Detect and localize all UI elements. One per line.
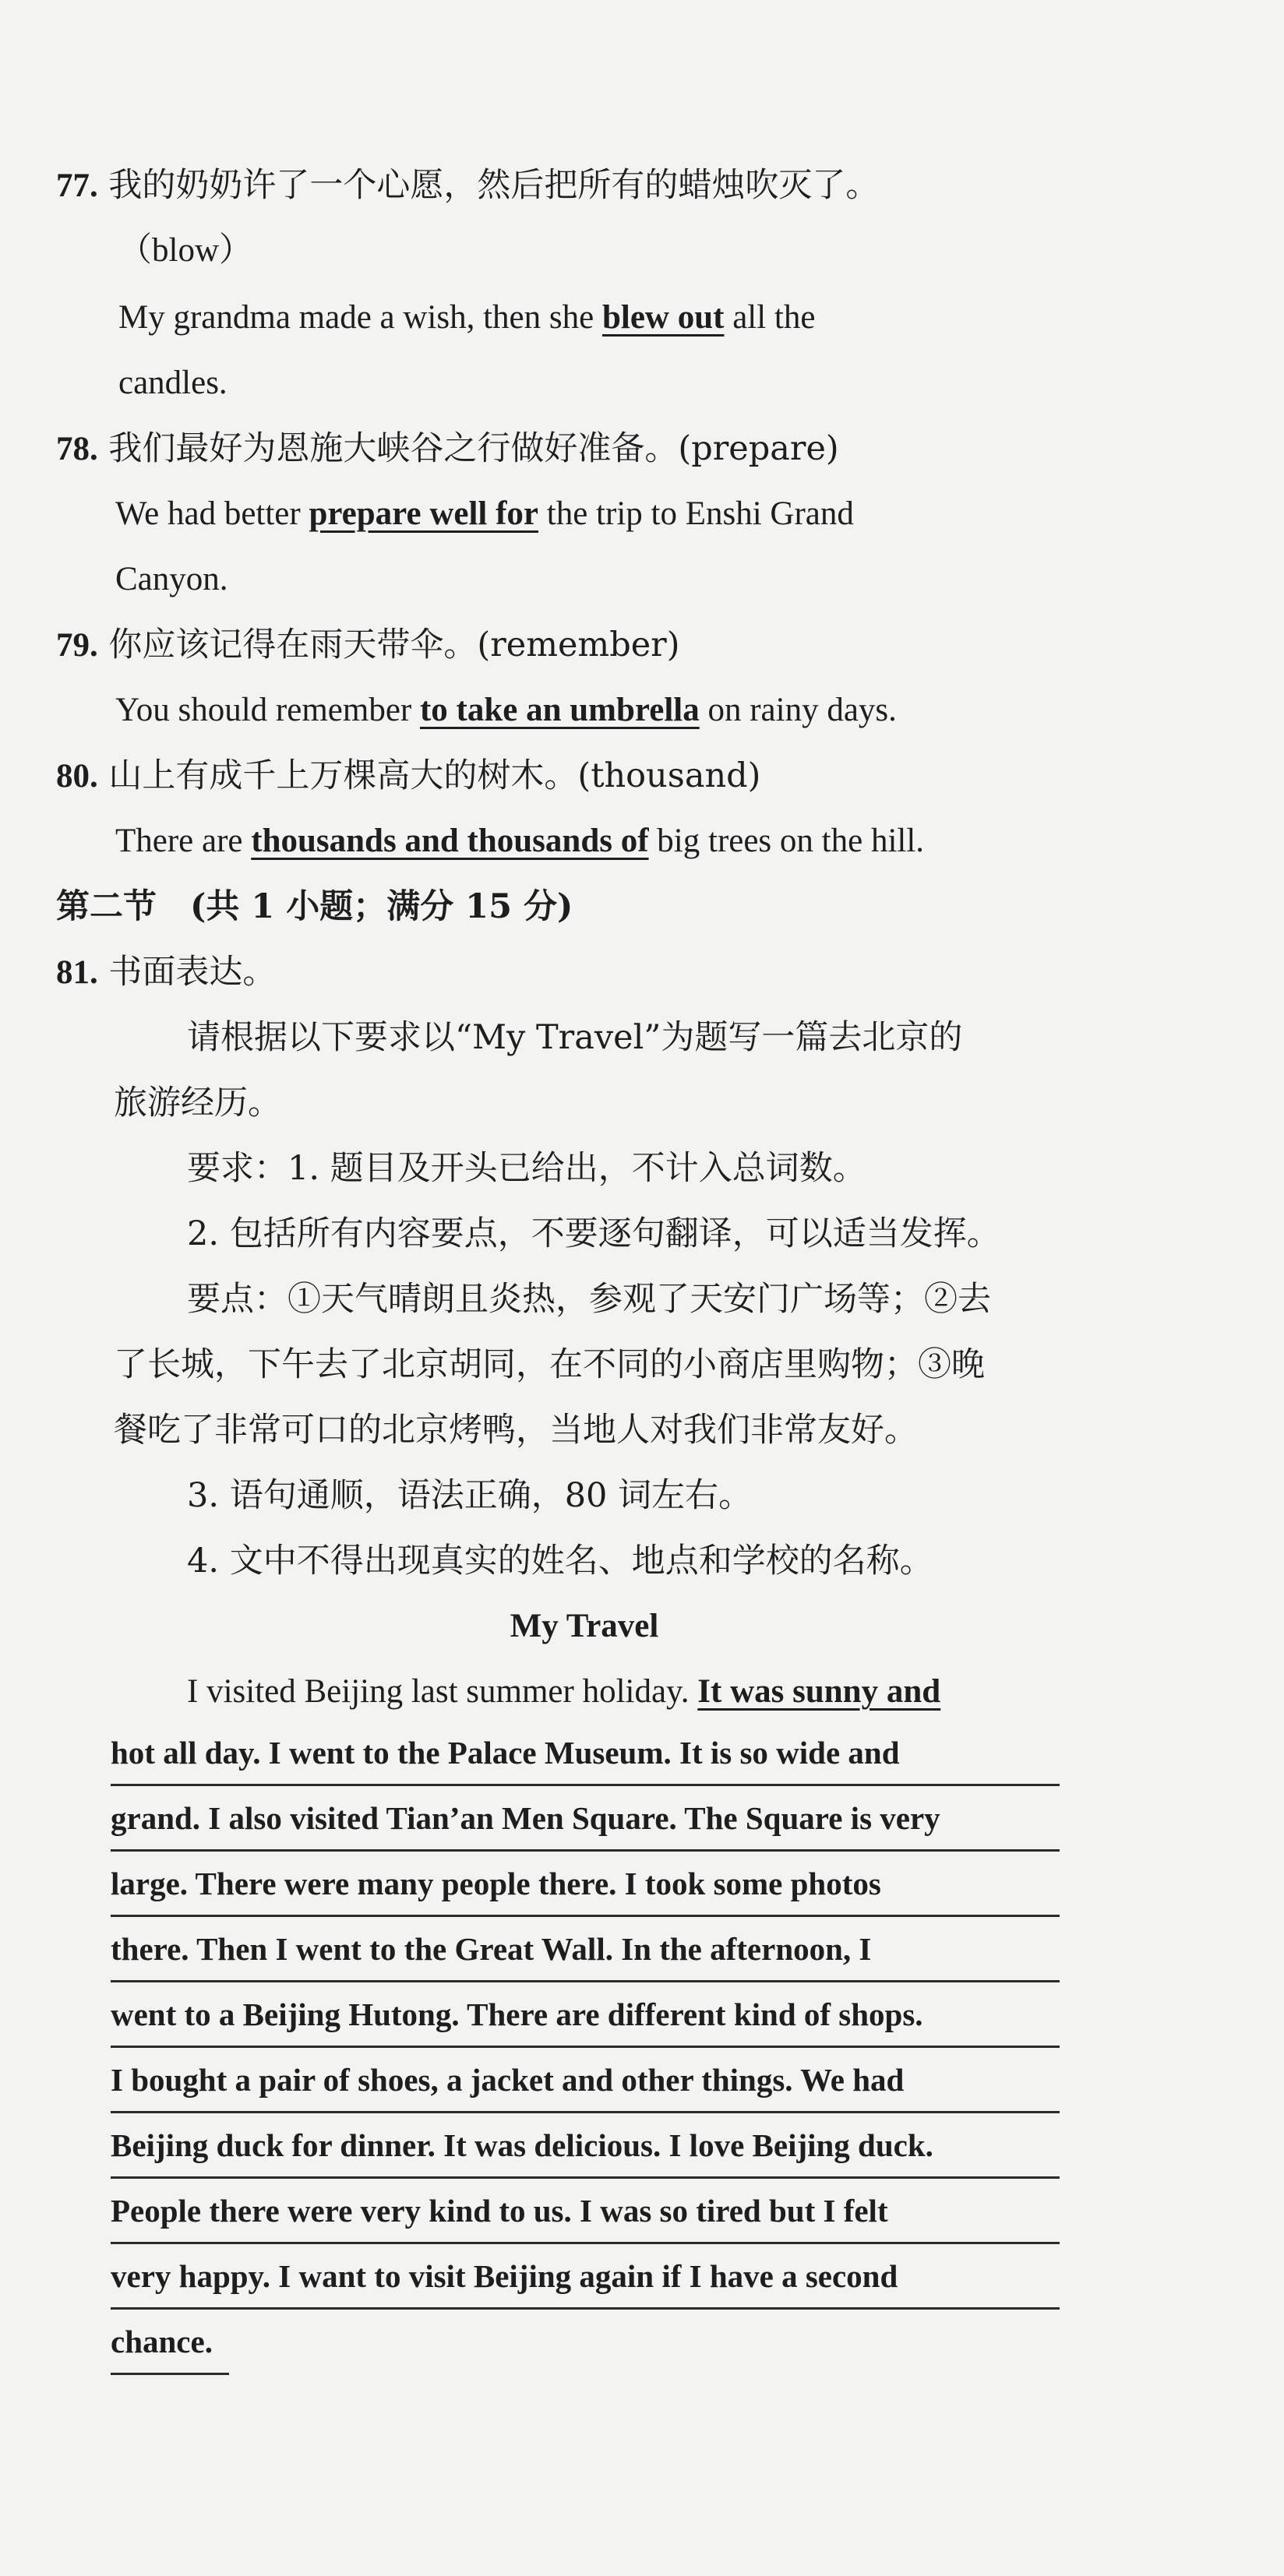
q80-answer-line (115, 818, 924, 865)
q77-answer-cont: candles. (118, 365, 228, 401)
q78-answer-cont: Canyon. (115, 561, 228, 597)
q77-answer-pre: My grandma made a wish, then she (118, 299, 602, 336)
q78-number: 78. (56, 431, 98, 467)
q79-answer-pre: You should remember (115, 692, 420, 728)
q78-chinese: 我们最好为恩施大峡谷之行做好准备。(prepare) (108, 429, 839, 468)
essay-line: there. Then I went to the Great Wall. In the afternoon, I (111, 1916, 1060, 1982)
q81-heading: 书面表达。 (108, 953, 277, 992)
essay-opening: I visited Beijing last summer holiday. (187, 1673, 698, 1710)
q79-number: 79. (56, 627, 98, 664)
q77-number: 77. (56, 167, 98, 204)
essay-line: People there were very kind to us. I was so tired but I felt (111, 2178, 1060, 2244)
q80-answer-pre: There are (115, 823, 252, 859)
q77-answer: blew out (601, 299, 725, 336)
q79-prompt (56, 622, 680, 669)
q81-points-1: 要点：①天气晴朗且炎热，参观了天安门广场等；②去 (187, 1280, 991, 1319)
essay-line: hot all day. I went to the Palace Museum. It is so wide and (111, 1720, 1060, 1786)
q78-answer: prepare well for (309, 495, 539, 532)
q79-chinese: 你应该记得在雨天带伞。(remember) (108, 625, 680, 664)
q78-answer-line (115, 491, 854, 537)
q81-number: 81. (56, 954, 98, 991)
q77-answer-line (118, 294, 815, 341)
q78-answer-pre: We had better (115, 495, 309, 532)
q81-points-2: 了长城，下午去了北京胡同，在不同的小商店里购物；③晚 (114, 1345, 985, 1384)
q81-requirement-1: 要求：1. 题目及开头已给出，不计入总词数。 (187, 1149, 866, 1188)
essay-line: very happy. I want to visit Beijing again if I have a second (111, 2243, 1060, 2310)
q78-answer-post: the trip to Enshi Grand (538, 495, 854, 532)
q81-instruction-1: 请根据以下要求以“My Travel”为题写一篇去北京的 (187, 1018, 963, 1057)
q77-hint: （blow） (118, 232, 252, 269)
q78-prompt (56, 425, 839, 473)
essay-line: chance. (111, 2309, 229, 2375)
section-heading: 第二节 (共 1 小题；满分 15 分) (56, 887, 573, 926)
q80-prompt (56, 752, 760, 800)
essay-line: went to a Beijing Hutong. There are different kind of shops. (111, 1982, 1060, 2048)
q81-instruction-2: 旅游经历。 (114, 1084, 281, 1122)
q80-chinese: 山上有成千上万棵高大的树木。(thousand) (108, 756, 761, 795)
q80-answer-post: big trees on the hill. (648, 823, 925, 859)
q81-requirement-2: 2. 包括所有内容要点，不要逐句翻译，可以适当发挥。 (187, 1214, 1000, 1253)
essay-line: grand. I also visited Tian’an Men Square. The Square is very (111, 1785, 1060, 1852)
essay-opening-line (187, 1669, 940, 1715)
q77-answer-post: all the (724, 299, 816, 336)
q79-answer-post: on rainy days. (699, 692, 897, 728)
q81-prompt (56, 949, 276, 996)
essay-line: Beijing duck for dinner. It was delicious. I love Beijing duck. (111, 2113, 1060, 2179)
q80-answer: thousands and thousands of (251, 823, 649, 859)
essay-title: My Travel (510, 1608, 659, 1644)
q81-requirement-4: 4. 文中不得出现真实的姓名、地点和学校的名称。 (187, 1542, 933, 1580)
q81-points-3: 餐吃了非常可口的北京烤鸭，当地人对我们非常友好。 (114, 1411, 918, 1450)
q77-chinese: 我的奶奶许了一个心愿，然后把所有的蜡烛吹灭了。 (108, 166, 880, 205)
q79-answer: to take an umbrella (419, 692, 700, 728)
essay-line: It was sunny and (697, 1673, 941, 1710)
essay-line: large. There were many people there. I took some photos (111, 1851, 1060, 1917)
q79-answer-line (115, 687, 897, 734)
essay-line: I bought a pair of shoes, a jacket and other things. We had (111, 2047, 1060, 2113)
q80-number: 80. (56, 758, 98, 795)
q81-requirement-3: 3. 语句通顺，语法正确，80 词左右。 (187, 1476, 753, 1515)
q77-prompt (56, 162, 879, 210)
